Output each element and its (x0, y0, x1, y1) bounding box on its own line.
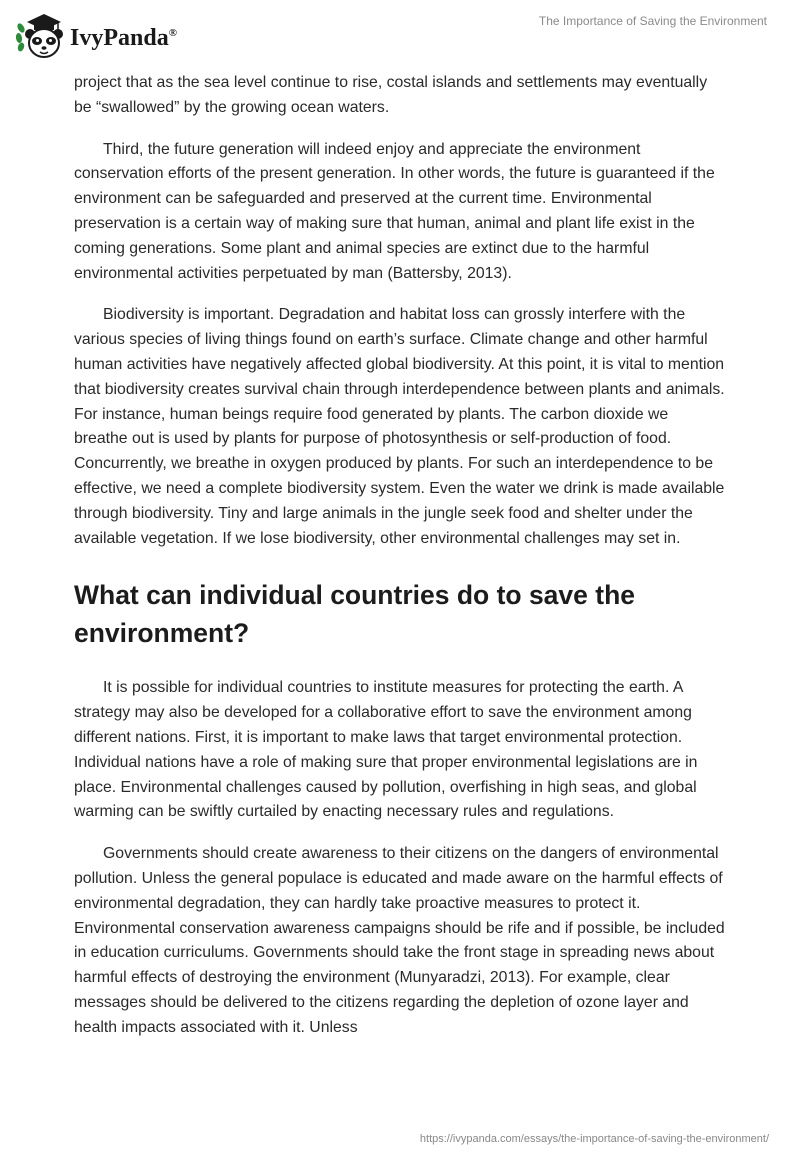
page-header (0, 0, 800, 70)
paragraph: Biodiversity is important. Degradation and habitat loss can grossly interfere with the various species of living things found on earth’s surface. Climate change and other harmful human activities have negatively affected global biodiversity. At this point, it is vital to mention that biodiversity creates survival chain through interdependence between plants and animals. For instance, human beings require food generated by plants. The carbon dioxide we breathe out is used by plants for purpose of photosynthesis or self-production of food. Concurrently, we breathe in oxygen produced by plants. For such an interdependence to be effective, we need a complete biodiversity system. Even the water we drink is made available through biodiversity. Tiny and large animals in the jungle seek food and shelter under the available vegetation. If we lose biodiversity, other environmental challenges may set in. (74, 306, 725, 547)
brand-name: IvyPanda® (70, 24, 177, 51)
section-heading: What can individual countries do to save the environment? (74, 580, 636, 649)
paragraph: project that as the sea level continue to rise, costal islands and settlements may eventually be “swallowed” by the growing ocean waters. (74, 74, 708, 116)
paragraph: Governments should create awareness to their citizens on the dangers of environmental pollution. Unless the general populace is educated and made aware on the harmful effects of environmental degradation, they can hardly take proactive measures to protect it. Environmental conservation awareness campaigns should be rife and if possible, be included in education curriculums. Governments should take the front stage in spreading news about harmful effects of destroying the environment (Munyaradzi, 2013). For example, clear messages should be delivered to the citizens regarding the depletion of ozone layer and health impacts associated with it. Unless (74, 845, 725, 1036)
panda-graduate-icon (14, 12, 64, 60)
ivypanda-logo[interactable] (14, 12, 177, 60)
paragraph: It is possible for individual countries to institute measures for protecting the earth. A strategy may also be developed for a collaborative effort to save the environment among different nations. First, it is important to make laws that target environmental protection. Individual nations have a role of making sure that proper environmental legislations are in place. Environmental challenges caused by pollution, overfishing in high seas, and global warming can be swiftly curtailed by enacting necessary rules and regulations. (74, 679, 698, 821)
source-url[interactable]: https://ivypanda.com/essays/the-importance-of-saving-the-environment/ (419, 1133, 769, 1145)
document-title: The Importance of Saving the Environment (538, 14, 767, 28)
registered-mark: ® (168, 26, 177, 39)
article-body (74, 71, 726, 1058)
paragraph: Third, the future generation will indeed enjoy and appreciate the environment conservation efforts of the present generation. In other words, the future is guaranteed if the environment can be safeguarded and preserved at the current time. Environmental preservation is a certain way of making sure that human, animal and plant life exist in the coming generations. Some plant and animal species are extinct due to the harmful environmental activities perpetuated by man (Battersby, 2013). (74, 140, 715, 282)
